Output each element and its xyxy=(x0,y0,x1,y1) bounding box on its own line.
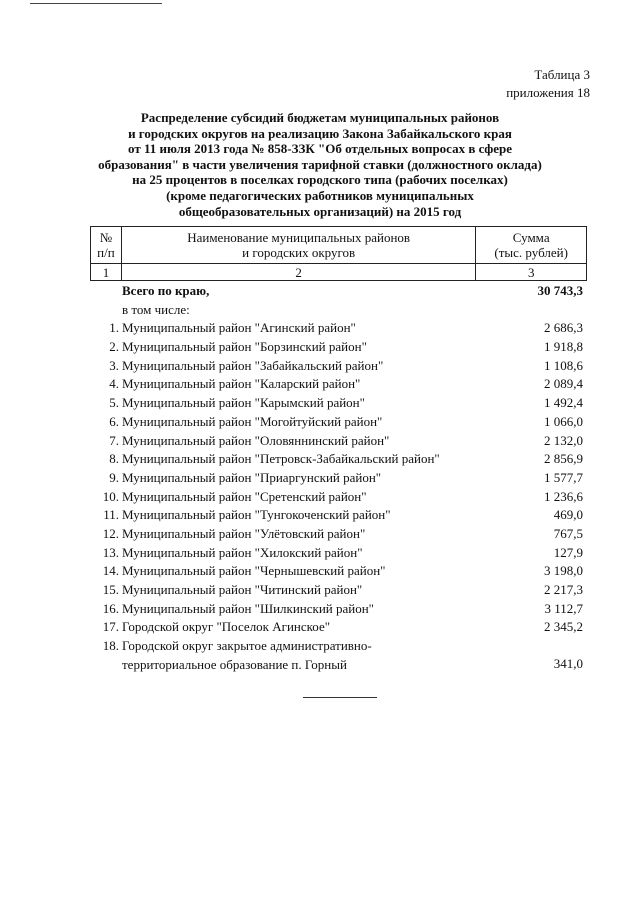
row-name: Муниципальный район "Борзинский район" xyxy=(122,339,367,355)
title-line: общеобразовательных организаций) на 2015 год xyxy=(178,203,462,219)
table-row xyxy=(0,488,640,507)
header-text: и городских округов xyxy=(242,245,356,260)
table-row xyxy=(0,637,640,674)
row-name: Муниципальный район "Улётовский район" xyxy=(122,525,366,541)
header-text: (тыс. рублей) xyxy=(494,245,568,260)
row-name-line: Городской округ закрытое административно- xyxy=(122,638,372,654)
document-title xyxy=(90,110,550,219)
table-row xyxy=(0,357,640,376)
title-line: Распределение субсидий бюджетам муниципальных районов xyxy=(140,110,500,125)
row-number: 2. xyxy=(109,339,119,355)
total-value: 30 743,3 xyxy=(537,283,583,298)
table-row xyxy=(0,394,640,413)
row-number: 13. xyxy=(102,544,119,560)
header-text: Сумма xyxy=(512,230,550,245)
table-row xyxy=(0,544,640,563)
column-number: 2 xyxy=(121,264,475,281)
row-number: 3. xyxy=(109,357,119,373)
row-name-line: территориальное образование п. Горный xyxy=(122,656,347,672)
title-line: на 25 процентов в поселках городского типа (рабочих поселках) xyxy=(132,172,508,188)
row-number: 4. xyxy=(109,376,119,392)
row-name: Муниципальный район "Читинский район" xyxy=(122,582,363,597)
total-label: Всего по краю, xyxy=(122,283,210,298)
bottom-rule xyxy=(303,697,377,698)
row-amount: 3 112,7 xyxy=(544,600,583,616)
title-line: и городских округов на реализацию Закона Забайкальского края xyxy=(128,125,512,141)
row-name: Муниципальный район "Тунгокоченский район" xyxy=(122,507,391,523)
row-name: Муниципальный район "Петровск-Забайкальский район" xyxy=(122,451,440,467)
row-amount: 2 089,4 xyxy=(544,376,583,392)
row-name: Муниципальный район "Карымский район" xyxy=(122,395,365,411)
row-number: 16. xyxy=(102,600,119,616)
row-number: 7. xyxy=(109,432,119,448)
row-name: Муниципальный район "Агинский район" xyxy=(122,320,356,336)
row-amount: 3 198,0 xyxy=(544,563,583,579)
table-row xyxy=(0,338,640,357)
table-row xyxy=(0,375,640,394)
row-number: 8. xyxy=(109,451,119,467)
row-name: Муниципальный район "Шилкинский район" xyxy=(122,600,374,616)
row-number: 1. xyxy=(109,320,119,336)
row-amount: 2 132,0 xyxy=(544,432,583,448)
row-name: Муниципальный район "Хилокский район" xyxy=(122,544,363,560)
row-number: 10. xyxy=(102,488,119,504)
row-amount: 2 217,3 xyxy=(544,582,583,597)
table-row xyxy=(0,600,640,619)
row-amount: 2 856,9 xyxy=(544,451,583,467)
table-row xyxy=(0,506,640,525)
table-row xyxy=(0,450,640,469)
row-name: Муниципальный район "Каларский район" xyxy=(122,376,361,392)
header-amount-cell xyxy=(476,227,587,264)
row-name: Муниципальный район "Могойтуйский район" xyxy=(122,413,383,429)
table-row xyxy=(0,413,640,432)
row-amount: 1 577,7 xyxy=(544,469,583,485)
table-row xyxy=(0,562,640,581)
header-text: Наименование муниципальных районов xyxy=(187,230,411,245)
header-text: № xyxy=(99,230,113,245)
title-line: от 11 июля 2013 года № 858-ЗЗК "Об отдельных вопросах в сфере xyxy=(128,141,512,157)
title-line: образования" в части увеличения тарифной ставки (должностного оклада) xyxy=(98,156,542,172)
row-number: 18. xyxy=(102,638,119,654)
row-number: 6. xyxy=(109,413,119,429)
row-number: 9. xyxy=(109,469,119,485)
row-amount: 2 686,3 xyxy=(544,320,583,336)
row-amount: 127,9 xyxy=(553,544,583,560)
header-text: п/п xyxy=(97,245,115,260)
row-name: Муниципальный район "Сретенский район" xyxy=(122,488,367,504)
row-number: 11. xyxy=(103,507,119,523)
header-name-cell xyxy=(121,227,475,264)
table-row xyxy=(0,618,640,637)
row-amount: 1 918,8 xyxy=(544,339,583,355)
table-body xyxy=(0,282,640,674)
row-name: Городской округ "Поселок Агинское" xyxy=(122,619,331,635)
row-amount: 341,0 xyxy=(553,656,583,672)
row-number: 12. xyxy=(102,525,119,541)
header-number-cell xyxy=(91,227,122,264)
row-name: Муниципальный район "Чернышевский район" xyxy=(122,563,386,579)
title-line: (кроме педагогических работников муниципальных xyxy=(166,187,474,203)
table-row xyxy=(0,432,640,451)
row-name: Муниципальный район "Забайкальский район" xyxy=(122,357,384,373)
row-amount: 1 066,0 xyxy=(544,413,583,429)
row-name: Муниципальный район "Приаргунский район" xyxy=(122,469,382,485)
total-row xyxy=(0,282,640,301)
subtotal-caption-row xyxy=(0,301,640,320)
row-number: 17. xyxy=(102,619,119,635)
table-row xyxy=(0,525,640,544)
row-amount: 2 345,2 xyxy=(544,619,583,635)
appendix-label: приложения 18 xyxy=(506,85,590,100)
row-amount: 1 236,6 xyxy=(544,488,583,504)
row-number: 14. xyxy=(102,563,119,579)
subtotal-caption: в том числе: xyxy=(122,301,190,317)
row-amount: 469,0 xyxy=(553,507,583,523)
column-number: 3 xyxy=(476,264,587,281)
row-amount: 1 108,6 xyxy=(544,357,583,373)
table-row xyxy=(0,469,640,488)
row-number: 5. xyxy=(109,395,119,411)
table-label: Таблица 3 xyxy=(534,67,590,82)
row-amount: 1 492,4 xyxy=(544,395,583,411)
top-rule xyxy=(30,3,162,4)
row-name: Муниципальный район "Оловяннинский район" xyxy=(122,432,390,448)
table-row xyxy=(0,581,640,600)
row-number: 15. xyxy=(102,582,119,597)
column-number: 1 xyxy=(91,264,122,281)
table-row xyxy=(0,319,640,338)
row-amount: 767,5 xyxy=(553,525,583,541)
table-header xyxy=(90,226,587,281)
row-name xyxy=(122,637,372,674)
